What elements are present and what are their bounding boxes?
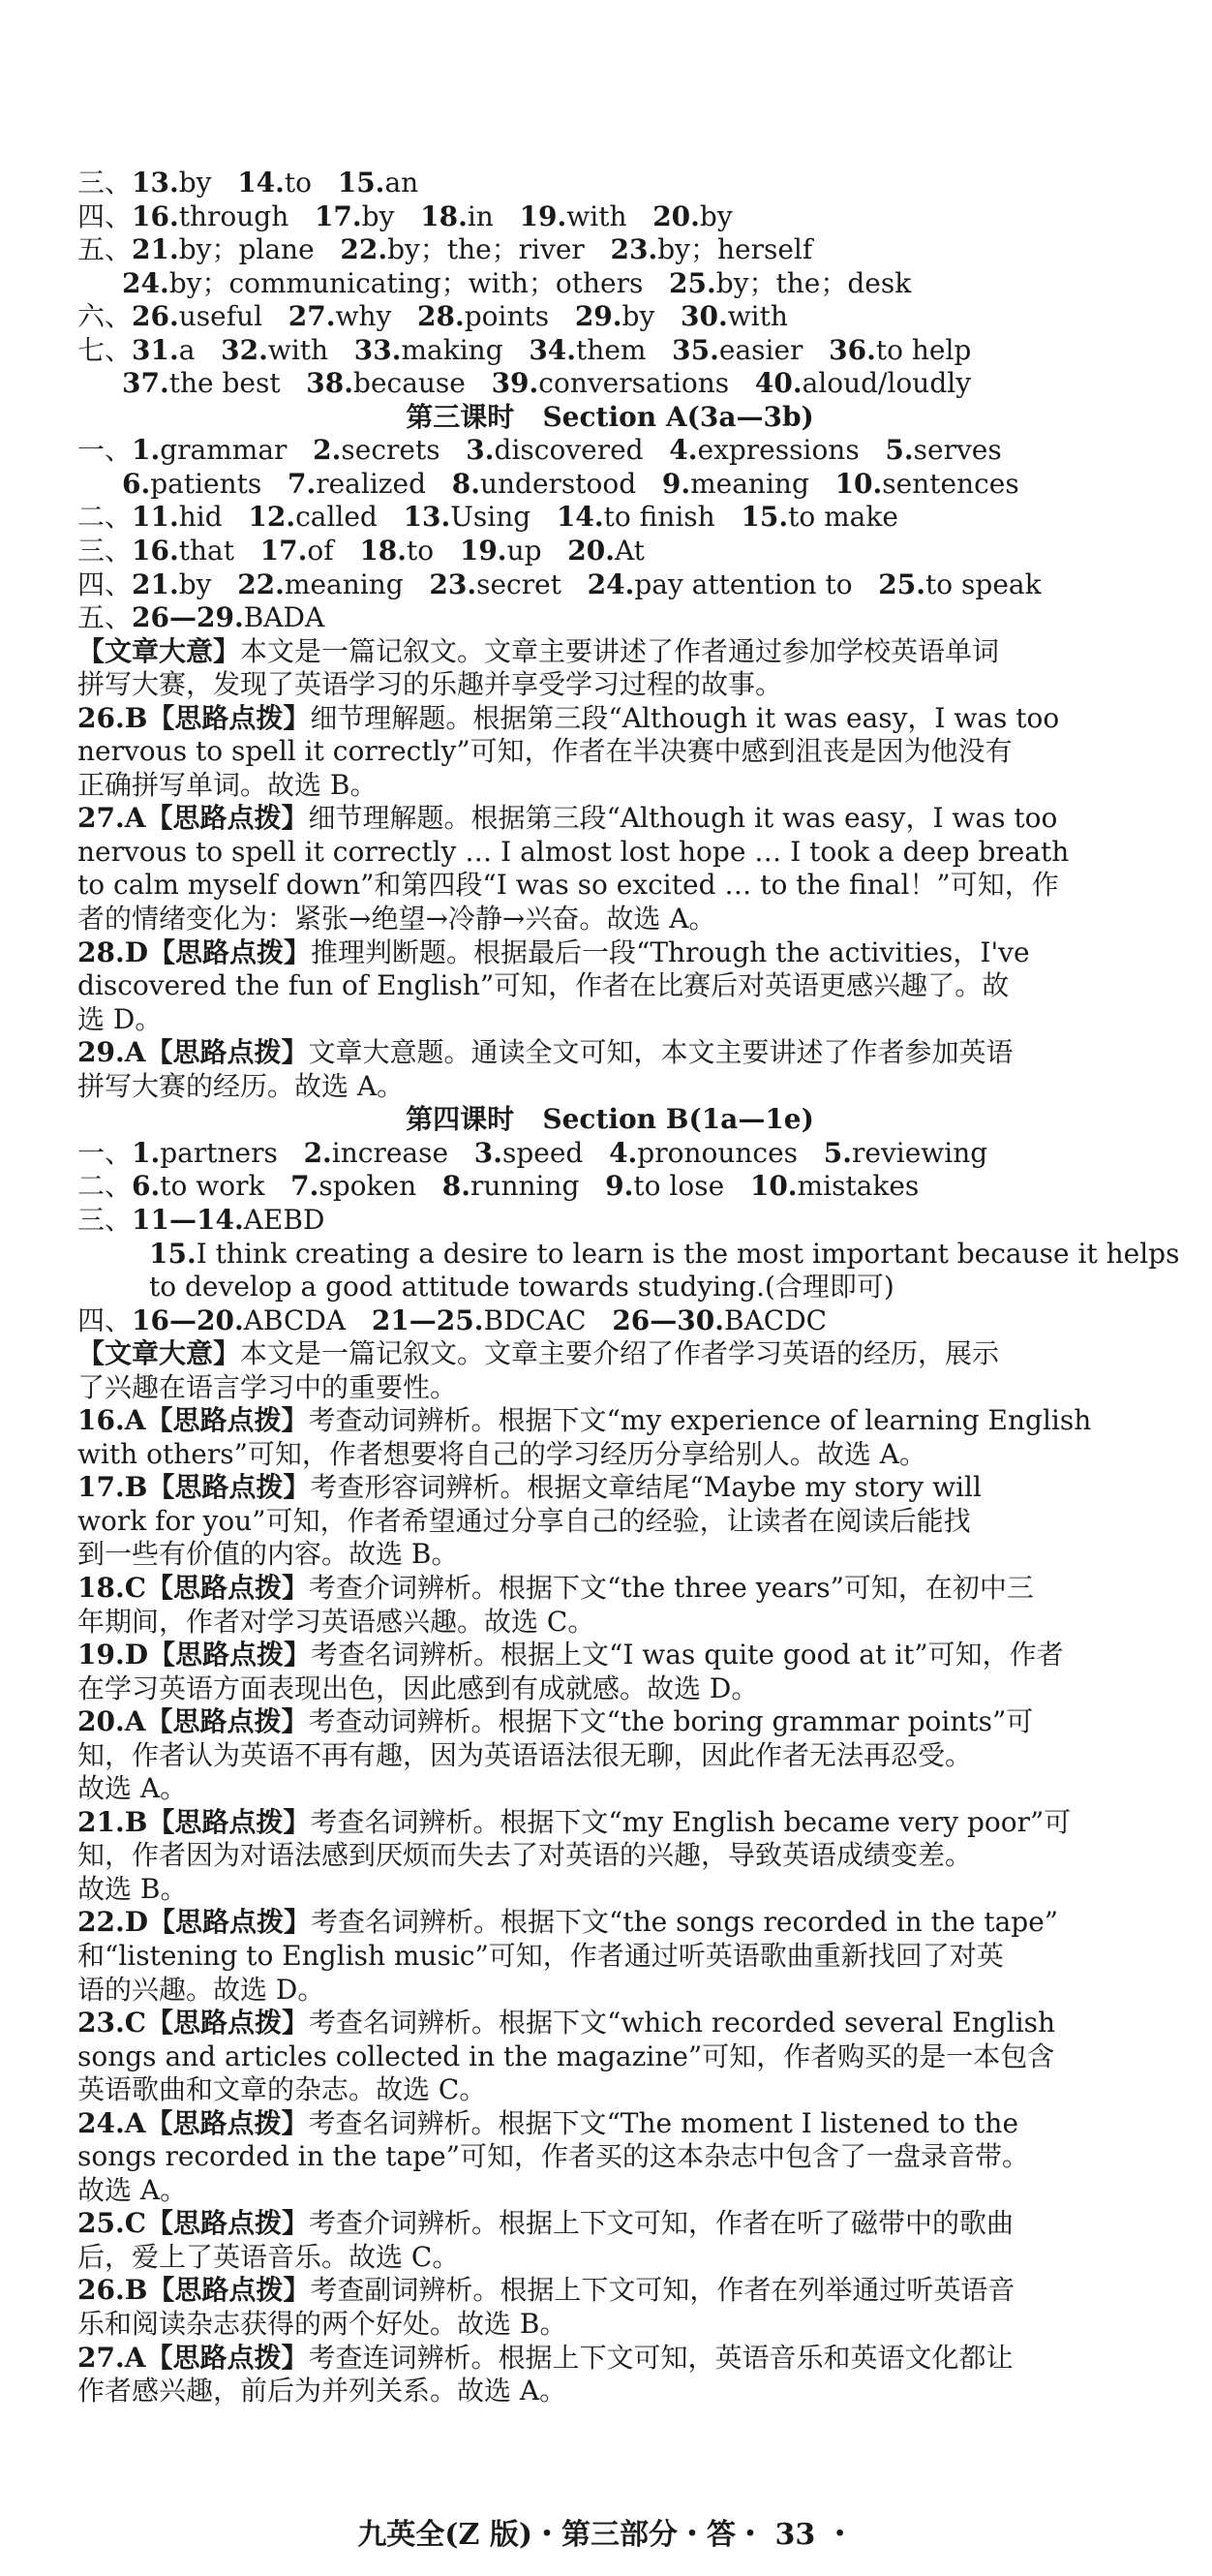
explanation-line	[77, 802, 1142, 836]
explanation-lead: 16.A【思路点拨】	[77, 1404, 309, 1437]
explanation-line	[77, 1705, 1142, 1739]
answer-text: meaning	[690, 467, 835, 500]
explanation-line	[77, 836, 1142, 870]
question-number: 38.	[306, 367, 354, 400]
answer-text: AEBD	[243, 1203, 325, 1236]
answer-text: to develop a good attitude towards studying.(合理即可)	[149, 1271, 894, 1303]
explanation-text: 语的兴趣。故选 D。	[77, 1973, 325, 2006]
explanation-text: 本文是一篇记叙文。文章主要介绍了作者学习英语的经历，展示	[240, 1337, 1000, 1370]
question-number: 11—14.	[132, 1203, 244, 1236]
explanation-text: nervous to spell it correctly”可知，作者在半决赛中感到沮丧是因为他没有	[77, 735, 1013, 768]
explanation-lead: 27.A【思路点拨】	[77, 802, 309, 835]
explanation-text: 考查名词辨析。根据下文“the songs recorded in the tape”	[311, 1906, 1059, 1939]
answer-text: in	[467, 199, 520, 232]
explanation-line	[77, 1974, 1142, 2008]
answer-text: BADA	[243, 601, 325, 634]
explanation-line	[77, 1806, 1142, 1840]
explanation-text: discovered the fun of English”可知，作者在比赛后对英语更感兴趣了。故	[77, 969, 1010, 1002]
question-number: 39.	[491, 367, 539, 400]
answer-line	[77, 367, 1142, 401]
answer-text: by；herself	[657, 233, 813, 266]
explanation-line	[77, 2342, 1142, 2376]
section-number: 三、	[77, 535, 133, 567]
explanation-line	[77, 1538, 1142, 1572]
question-number: 19.	[519, 199, 567, 232]
answer-text: pay attention to	[634, 567, 879, 600]
section-number: 一、	[77, 1136, 133, 1169]
explanation-text: 和“listening to English music”可知，作者通过听英语歌曲重新找回了对英	[77, 1939, 1004, 1972]
answer-text: grammar	[160, 434, 314, 467]
answer-text: through	[178, 199, 315, 232]
answer-text: to	[284, 167, 338, 199]
explanation-line	[77, 2174, 1142, 2208]
question-number: 8.	[451, 467, 480, 500]
explanation-text: songs and articles collected in the magazine”可知，作者购买的是一本包含	[77, 2039, 1055, 2072]
explanation-text: 文章大意题。通读全文可知，本文主要讲述了作者参加英语	[308, 1036, 1014, 1069]
section-number: 五、	[77, 601, 133, 634]
explanation-text: nervous to spell it correctly … I almost lost hope … I took a deep breath	[77, 835, 1070, 868]
explanation-line	[77, 1471, 1142, 1505]
question-number: 32.	[221, 333, 268, 366]
question-number: 19.	[459, 535, 507, 567]
question-number: 18.	[420, 199, 468, 232]
question-number: 6.	[122, 467, 151, 500]
explanation-text: 了兴趣在语言学习中的重要性。	[77, 1370, 458, 1403]
page-footer: 九英全(Z 版)・第三部分・答・ 33 ・	[357, 2518, 855, 2552]
explanation-text: 故选 B。	[77, 1872, 188, 1905]
answer-text: with	[566, 199, 653, 232]
explanation-text: 推理判断题。根据最后一段“Through the activities，I've	[311, 935, 1030, 968]
section-number: 三、	[77, 1203, 133, 1236]
answer-text: the best	[168, 367, 307, 400]
explanation-text: 英语歌曲和文章的杂志。故选 C。	[77, 2073, 487, 2106]
explanation-line	[77, 936, 1142, 970]
explanation-lead: 26.B【思路点拨】	[77, 701, 311, 734]
explanation-lead: 【文章大意】	[77, 634, 241, 667]
answer-text: ABCDA	[243, 1303, 372, 1336]
answer-text: why	[335, 300, 418, 333]
answer-text: aloud/loudly	[802, 367, 972, 400]
answer-text: by；the；desk	[715, 266, 912, 299]
explanation-text: 故选 A。	[77, 1772, 188, 1805]
question-number: 10.	[749, 1170, 798, 1203]
explanation-line	[77, 1505, 1142, 1539]
explanation-line	[77, 2007, 1142, 2040]
section-number: 四、	[77, 199, 133, 232]
question-number: 16.	[132, 535, 179, 567]
explanation-line	[77, 869, 1142, 903]
question-number: 15.	[741, 501, 789, 534]
answer-text: that	[178, 535, 260, 567]
explanation-text: 者的情绪变化为：紧张→绝望→冷静→兴奋。故选 A。	[77, 903, 716, 935]
section-number: 六、	[77, 300, 133, 333]
answer-text: with	[727, 300, 788, 333]
answer-line	[77, 535, 1142, 568]
explanation-line	[77, 635, 1142, 669]
question-number: 16—20.	[132, 1303, 244, 1336]
lesson-heading: 第三课时 Section A(3a—3b)	[406, 400, 814, 433]
question-number: 24.	[122, 266, 169, 299]
explanation-lead: 29.A【思路点拨】	[77, 1036, 309, 1069]
explanation-line	[77, 969, 1142, 1003]
question-number: 6.	[132, 1170, 161, 1203]
explanation-line	[77, 1940, 1142, 1974]
question-number: 21.	[132, 233, 179, 266]
explanation-line	[77, 1003, 1142, 1037]
answer-text: by	[178, 567, 238, 600]
answer-text: realized	[316, 467, 452, 500]
explanation-lead: 20.A【思路点拨】	[77, 1705, 309, 1738]
explanation-line	[77, 1070, 1142, 1104]
explanation-text: 本文是一篇记叙文。文章主要讲述了作者通过参加学校英语单词	[240, 634, 1000, 667]
explanation-text: 年期间，作者对学习英语感兴趣。故选 C。	[77, 1605, 595, 1638]
explanation-text: 选 D。	[77, 1002, 163, 1035]
explanation-text: 考查形容词辨析。根据文章结尾“Maybe my story will	[310, 1471, 982, 1504]
answer-line	[77, 501, 1142, 535]
question-number: 3.	[473, 1136, 502, 1169]
question-number: 22.	[237, 567, 285, 600]
answer-text: Using	[450, 501, 557, 534]
answer-text: understood	[479, 467, 662, 500]
explanation-line	[77, 1839, 1142, 1873]
explanation-line	[77, 1873, 1142, 1907]
question-number: 26—30.	[612, 1303, 724, 1336]
explanation-line	[77, 1739, 1142, 1773]
answer-text: sentences	[882, 467, 1019, 500]
explanation-text: 考查动词辨析。根据下文“my experience of learning English	[308, 1404, 1092, 1437]
explanation-line	[77, 2308, 1142, 2342]
answer-text: BDCAC	[483, 1303, 613, 1336]
explanation-line	[77, 1906, 1142, 1940]
answer-text: conversations	[538, 367, 755, 400]
explanation-line	[77, 1572, 1142, 1606]
question-number: 20.	[652, 199, 700, 232]
question-number: 2.	[313, 434, 342, 467]
answer-text: useful	[178, 300, 288, 333]
question-number: 17.	[314, 199, 362, 232]
question-number: 15.	[337, 167, 385, 199]
answer-text: because	[353, 367, 492, 400]
explanation-text: 拼写大赛的经历。故选 A。	[77, 1069, 405, 1102]
question-number: 17.	[259, 535, 308, 567]
explanation-text: 正确拼写单词。故选 B。	[77, 768, 378, 801]
explanation-text: 考查动词辨析。根据下文“the boring grammar points”可	[308, 1705, 1034, 1738]
explanation-line	[77, 1371, 1142, 1405]
explanation-lead: 19.D【思路点拨】	[77, 1639, 311, 1671]
explanation-line	[77, 2107, 1142, 2141]
question-number: 7.	[287, 467, 317, 500]
answer-text: by	[699, 199, 733, 232]
question-number: 10.	[834, 467, 883, 500]
answer-text: speed	[502, 1136, 610, 1169]
explanation-text: 乐和阅读杂志获得的两个好处。故选 B。	[77, 2308, 567, 2340]
explanation-lead: 26.B【思路点拨】	[77, 2274, 311, 2307]
answer-text: to lose	[633, 1170, 750, 1203]
explanation-lead: 17.B【思路点拨】	[77, 1471, 311, 1504]
explanation-line	[77, 1036, 1142, 1070]
answer-text: to help	[875, 333, 972, 366]
answer-line	[77, 1170, 1142, 1204]
answer-text: points	[464, 300, 575, 333]
answer-text: to work	[160, 1170, 291, 1203]
explanation-lead: 27.A【思路点拨】	[77, 2341, 309, 2374]
answer-text: secrets	[341, 434, 467, 467]
answer-line	[77, 267, 1142, 301]
answer-text: increase	[331, 1136, 474, 1169]
explanation-line	[77, 2140, 1142, 2174]
question-number: 25.	[669, 266, 716, 299]
answer-line	[77, 334, 1142, 368]
answer-text: called	[295, 501, 404, 534]
answer-text: meaning	[284, 567, 430, 600]
section-number: 七、	[77, 333, 133, 366]
explanation-text: to calm myself down”和第四段“I was so excited … to the final！”可知，作	[77, 869, 1059, 902]
explanation-text: 拼写大赛，发现了英语学习的乐趣并享受学习过程的故事。	[77, 668, 783, 701]
answer-line	[77, 568, 1142, 602]
explanation-text: 考查名词辨析。根据下文“The moment I listened to the	[308, 2106, 1019, 2139]
question-number: 35.	[672, 333, 719, 366]
question-number: 26.	[132, 300, 179, 333]
answer-line	[77, 200, 1142, 234]
explanation-line	[77, 1404, 1142, 1438]
question-number: 9.	[661, 467, 691, 500]
explanation-text: 细节理解题。根据第三段“Although it was easy，I was too	[308, 802, 1058, 835]
answer-text: I think creating a desire to learn is the most important because it helps	[196, 1237, 1180, 1270]
section-number: 三、	[77, 167, 133, 199]
question-number: 27.	[288, 300, 336, 333]
explanation-line	[77, 903, 1142, 936]
answer-text: patients	[150, 467, 288, 500]
explanation-lead: 25.C【思路点拨】	[77, 2207, 309, 2240]
answer-line	[77, 233, 1142, 267]
open-answer-line	[77, 1271, 1142, 1304]
open-answer-line	[77, 1237, 1180, 1272]
explanation-line	[77, 735, 1142, 769]
explanation-line	[77, 702, 1142, 736]
question-number: 26—29.	[132, 601, 244, 634]
answer-text: partners	[160, 1136, 304, 1169]
explanation-lead: 【文章大意】	[77, 1337, 241, 1370]
question-number: 40.	[754, 367, 803, 400]
section-number: 二、	[77, 501, 133, 534]
answer-line	[77, 167, 1142, 200]
answer-text: serves	[913, 434, 1002, 467]
answer-text: to	[407, 535, 460, 567]
answer-text: to make	[788, 501, 898, 534]
answer-text: by；communicating；with；others	[168, 266, 670, 299]
explanation-line	[77, 2241, 1142, 2275]
answer-text: with	[267, 333, 354, 366]
explanation-line	[77, 1606, 1142, 1640]
question-number: 5.	[823, 1136, 852, 1169]
question-number: 33.	[353, 333, 402, 366]
question-number: 23.	[429, 567, 477, 600]
question-number: 13.	[403, 501, 451, 534]
question-number: 37.	[122, 367, 169, 400]
explanation-lead: 22.D【思路点拨】	[77, 1906, 311, 1939]
explanation-line	[77, 668, 1142, 702]
lesson-heading: 第四课时 Section B(1a—1e)	[406, 1103, 814, 1136]
explanation-line	[77, 1337, 1142, 1371]
answer-text: hid	[178, 501, 249, 534]
answer-key-page	[77, 167, 1180, 2408]
question-number: 14.	[556, 501, 604, 534]
explanation-line	[77, 2040, 1142, 2074]
question-number: 1.	[132, 1136, 161, 1169]
explanation-text: 考查介词辨析。根据上下文可知，作者在听了磁带中的歌曲	[309, 2207, 1015, 2240]
explanation-lead: 23.C【思路点拨】	[77, 2007, 309, 2039]
section-number: 四、	[77, 1303, 133, 1336]
explanation-line	[77, 1639, 1142, 1672]
answer-text: a	[178, 333, 222, 366]
answer-text: easier	[718, 333, 830, 366]
answer-text: by	[361, 199, 421, 232]
explanation-line	[77, 769, 1142, 803]
question-number: 16.	[132, 199, 179, 232]
question-number: 29.	[574, 300, 622, 333]
answer-text: by	[621, 300, 681, 333]
answer-text: expressions	[697, 434, 886, 467]
answer-text: discovered	[494, 434, 670, 467]
question-number: 13.	[132, 167, 179, 199]
explanation-text: with others”可知，作者想要将自己的学习经历分享给别人。故选 A。	[77, 1437, 927, 1470]
question-number: 23.	[610, 233, 658, 266]
question-number: 25.	[878, 567, 926, 600]
section-number: 二、	[77, 1170, 133, 1203]
explanation-text: 在学习英语方面表现出色，因此感到有成就感。故选 D。	[77, 1671, 759, 1704]
explanation-line	[77, 2207, 1142, 2241]
explanation-text: 作者感兴趣，前后为并列关系。故选 A。	[77, 2375, 567, 2407]
question-number: 31.	[132, 333, 179, 366]
answer-text: At	[614, 535, 645, 567]
answer-text: an	[384, 167, 419, 199]
answer-text: to speak	[925, 567, 1042, 600]
question-number: 7.	[290, 1170, 319, 1203]
explanation-line	[77, 2073, 1142, 2107]
question-number: 30.	[681, 300, 728, 333]
explanation-lead: 18.C【思路点拨】	[77, 1571, 309, 1604]
explanation-text: songs recorded in the tape”可知，作者买的这本杂志中包含了一盘录音带。	[77, 2140, 1030, 2173]
question-number: 34.	[529, 333, 577, 366]
question-number: 28.	[417, 300, 465, 333]
explanation-line	[77, 2375, 1142, 2408]
explanation-lead: 28.D【思路点拨】	[77, 935, 311, 968]
answer-text: by	[178, 167, 238, 199]
question-number: 9.	[605, 1170, 634, 1203]
answer-text: reviewing	[851, 1136, 988, 1169]
answer-text: running	[470, 1170, 606, 1203]
explanation-text: 考查名词辨析。根据下文“which recorded several English	[309, 2007, 1056, 2039]
section-number: 五、	[77, 233, 133, 266]
answer-text: BACDC	[724, 1303, 828, 1336]
answer-text: them	[576, 333, 673, 366]
explanation-text: work for you”可知，作者希望通过分享自己的经验，让读者在阅读后能找	[77, 1504, 971, 1537]
explanation-lead: 24.A【思路点拨】	[77, 2106, 309, 2139]
explanation-text: 考查名词辨析。根据下文“my English became very poor”可	[310, 1805, 1072, 1838]
question-number: 4.	[669, 434, 698, 467]
question-number: 20.	[567, 535, 615, 567]
answer-line	[77, 1204, 1142, 1238]
answer-line	[77, 434, 1142, 468]
explanation-text: 到一些有价值的内容。故选 B。	[77, 1538, 459, 1571]
explanation-line	[77, 2274, 1142, 2308]
explanation-lead: 21.B【思路点拨】	[77, 1805, 311, 1838]
answer-text: by；plane	[178, 233, 341, 266]
question-number: 14.	[237, 167, 285, 199]
question-number: 1.	[132, 434, 161, 467]
explanation-line	[77, 1772, 1142, 1806]
question-number: 24.	[587, 567, 635, 600]
explanation-text: 知，作者认为英语不再有趣，因为英语语法很无聊，因此作者无法再忍受。	[77, 1738, 973, 1771]
explanation-text: 细节理解题。根据第三段“Although it was easy，I was too	[310, 701, 1060, 734]
explanation-text: 后，爱上了英语音乐。故选 C。	[77, 2240, 460, 2273]
question-number: 21.	[132, 567, 179, 600]
explanation-text: 考查副词辨析。根据上下文可知，作者在列举通过听英语音	[310, 2274, 1015, 2307]
explanation-text: 考查名词辨析。根据上文“I was quite good at it”可知，作者	[311, 1639, 1064, 1671]
section-number: 一、	[77, 434, 133, 467]
answer-line	[77, 1137, 1142, 1171]
question-number: 4.	[609, 1136, 638, 1169]
answer-line	[77, 300, 1142, 334]
question-number: 8.	[441, 1170, 471, 1203]
question-number: 12.	[248, 501, 296, 534]
answer-line	[77, 601, 1142, 635]
answer-text: secret	[476, 567, 588, 600]
answer-text: making	[401, 333, 530, 366]
answer-line	[77, 468, 1142, 502]
section-number: 四、	[77, 567, 133, 600]
question-number: 2.	[303, 1136, 332, 1169]
question-number: 21—25.	[371, 1303, 484, 1336]
answer-text: up	[506, 535, 568, 567]
answer-text: of	[307, 535, 360, 567]
explanation-text: 故选 A。	[77, 2173, 188, 2206]
question-number: 5.	[885, 434, 914, 467]
answer-text: spoken	[318, 1170, 442, 1203]
explanation-text: 考查连词辨析。根据上下文可知，英语音乐和英语文化都让	[308, 2341, 1014, 2374]
question-number: 18.	[359, 535, 408, 567]
question-number: 22.	[340, 233, 388, 266]
answer-line	[77, 1304, 1142, 1338]
explanation-line	[77, 1672, 1142, 1706]
question-number: 36.	[829, 333, 876, 366]
answer-text: mistakes	[797, 1170, 920, 1203]
explanation-text: 知，作者因为对语法感到厌烦而失去了对英语的兴趣，导致英语成绩变差。	[77, 1839, 973, 1872]
explanation-text: 考查介词辨析。根据下文“the three years”可知，在初中三	[309, 1571, 1034, 1604]
explanation-line	[77, 1438, 1142, 1472]
question-number: 11.	[132, 501, 179, 534]
question-number: 3.	[466, 434, 495, 467]
question-number: 15.	[149, 1237, 197, 1270]
answer-text: pronounces	[637, 1136, 824, 1169]
answer-text: to finish	[603, 501, 742, 534]
answer-text: by；the；river	[387, 233, 611, 266]
